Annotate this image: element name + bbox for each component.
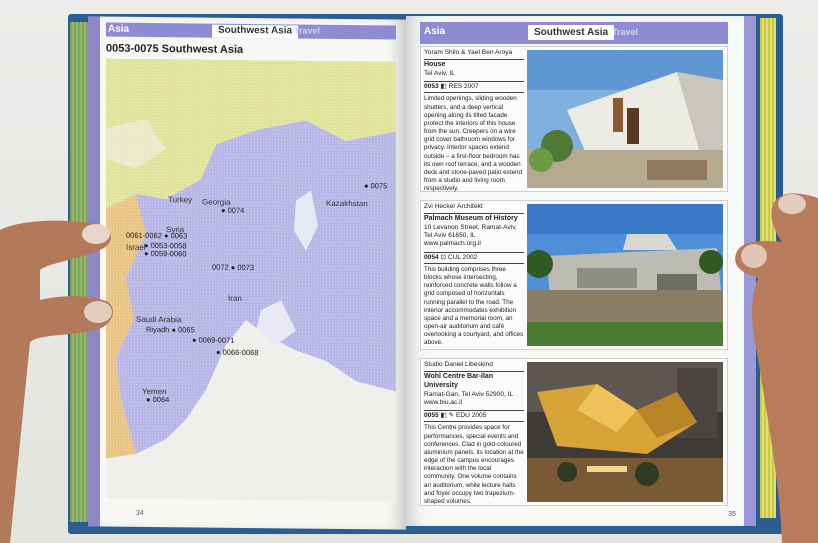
house-photo: [527, 50, 723, 188]
left-page: [88, 16, 406, 529]
left-page-header: [106, 23, 396, 40]
map-graphic: [106, 59, 396, 502]
description: This building comprises three blocks whose intersecting, reinforced concrete walls follow a grid composed of horizontals running parallel to the road. The interior accommodates exhibition space and a memorial room, an open-air auditorium and café overlooking a courtyard, and offices above.: [424, 265, 524, 347]
ghost-text: Travel: [612, 27, 639, 37]
right-page: [406, 16, 756, 526]
region-tab: Asia: [108, 23, 130, 35]
project-code: 0055 ◧ ✎ EDU 2005: [424, 410, 524, 422]
page-number-left: 34: [136, 509, 144, 517]
marker-0061-0062[interactable]: 0061-0062 ● 0063: [126, 230, 188, 241]
section-title: Southwest Asia: [212, 25, 298, 39]
map-label-saudi-arabia: Saudi Arabia: [136, 314, 182, 325]
map-label-kazakhstan: Kazakhstan: [326, 198, 368, 209]
project-name: House: [424, 59, 524, 70]
project-name: Palmach Museum of History: [424, 213, 524, 224]
map-label-syria: Syria: [166, 225, 185, 235]
entry-text: [424, 361, 524, 506]
map-label-israel: Israel: [126, 242, 146, 252]
address: 10 Levanon Street, Ramat-Aviv, Tel Aviv 61650, IL www.palmach.org.il: [424, 223, 517, 248]
entry-text: [424, 203, 524, 348]
entry-text: [424, 49, 524, 194]
marker-riyadh[interactable]: Riyadh ● 0065: [146, 324, 195, 335]
marker-0064[interactable]: ● 0064: [146, 394, 170, 405]
address: Tel Aviv, IL: [424, 69, 455, 77]
region-map: [106, 59, 396, 502]
marker-0053-0058[interactable]: ● 0053-0058: [144, 240, 187, 251]
ghost-text: Travel: [294, 25, 321, 36]
entry-0053: [420, 46, 728, 192]
left-hand: [0, 210, 120, 543]
marker-0069-0071[interactable]: ● 0069-0071: [192, 335, 235, 345]
map-label-turkey: Turkey: [168, 195, 193, 205]
project-code: 0053 ◧ RES 2007: [424, 81, 524, 93]
map-label-yemen: Yemen: [142, 386, 167, 397]
entry-0054: [420, 200, 728, 350]
description: This Centre provides space for performances, special events and conferences. Clad in gold-coloured aluminium panels, its location at the edge of the campus encourages interaction with the local community. One volume contains an auditorium, while lecture halls and foyer occupy two trapezium-shaped volumes.: [424, 424, 524, 505]
museum-photo: [527, 204, 723, 346]
centre-photo: [527, 362, 723, 502]
map-label-georgia: Georgia: [202, 197, 231, 207]
page-number-right: 35: [728, 511, 736, 518]
marker-0075[interactable]: ● 0075: [364, 181, 388, 191]
map-label-iran: Iran: [228, 293, 242, 303]
architect: Studio Daniel Libeskind: [424, 361, 493, 368]
marker-0059-0060[interactable]: ● 0059-0060: [144, 248, 187, 259]
project-name: Wohl Centre Bar-Ilan University: [424, 371, 524, 391]
architect: Yoram Shilo & Yael Ben Aroya: [424, 49, 513, 56]
region-tab: Asia: [424, 26, 446, 37]
marker-0066-0068[interactable]: ● 0066-0068: [216, 347, 259, 358]
right-page-header: [420, 22, 728, 44]
architect: Zvi Hecker Architekt: [424, 203, 483, 210]
address: Ramat-Gan, Tel Aviv 52900, IL www.biu.ac.il: [424, 390, 513, 406]
project-code: 0054 ⊡ CUL 2002: [424, 252, 524, 264]
open-book: [38, 6, 778, 534]
right-hand: [722, 158, 818, 543]
marker-0072[interactable]: 0072 ● 0073: [212, 262, 255, 273]
entry-0055: [420, 358, 728, 506]
map-title: 0053-0075 Southwest Asia: [106, 42, 244, 56]
marker-0074[interactable]: ● 0074: [221, 205, 245, 215]
description: Limited openings, sliding wooden shutters, and a deep vertical opening along its tilted facade protect the interiors of this house from the sun. Creepers on a wire grid cover bathroom windows for privacy. Interior spaces extend outside – a first-floor bedroom has its own roof terrace, and a wooden deck and stone-paved patio extend from a studio and living room respectively.: [424, 95, 523, 193]
section-title: Southwest Asia: [528, 25, 614, 40]
